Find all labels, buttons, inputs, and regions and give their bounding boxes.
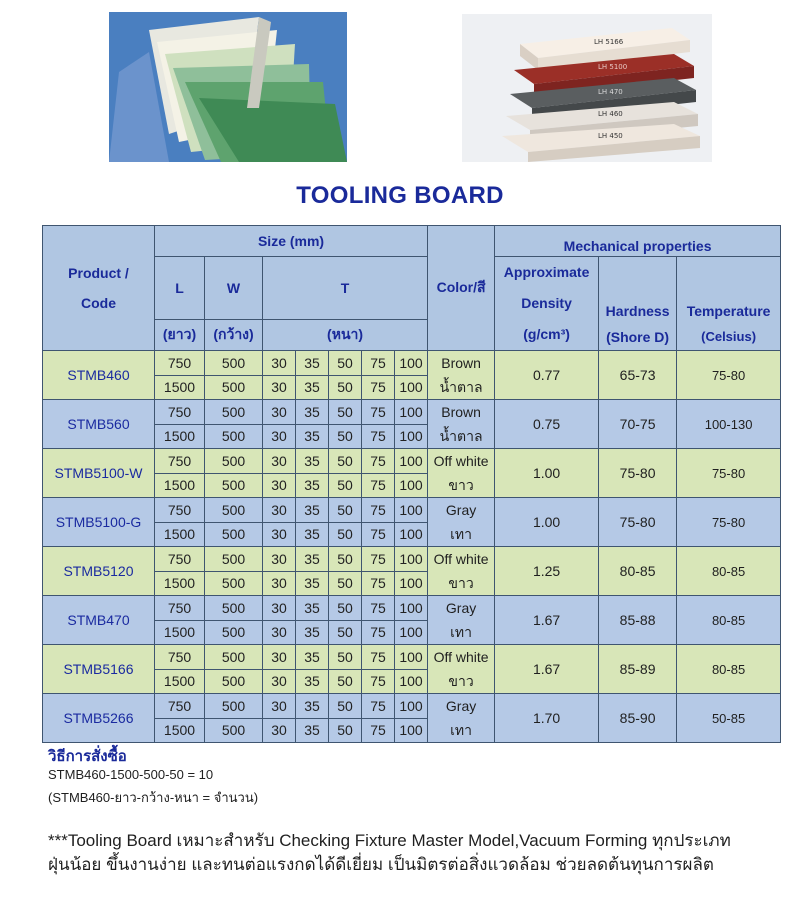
thickness-value: 35 xyxy=(296,375,329,400)
thickness-value: 35 xyxy=(296,620,329,645)
length-value: 1500 xyxy=(155,375,205,400)
table-row xyxy=(43,596,781,621)
header-density-line3: (g/cm³) xyxy=(523,326,570,342)
table-row xyxy=(43,449,781,474)
thickness-value: 30 xyxy=(263,547,296,572)
thickness-value: 100 xyxy=(395,645,428,670)
temperature-value: 75-80 xyxy=(677,449,781,498)
thickness-value: 100 xyxy=(395,718,428,743)
order-example: STMB460-1500-500-50 = 10 xyxy=(48,767,214,782)
thickness-value: 75 xyxy=(362,449,395,474)
color-english: Gray xyxy=(445,600,477,616)
thickness-value: 100 xyxy=(395,522,428,547)
color-cell xyxy=(428,400,495,449)
thickness-value: 75 xyxy=(362,351,395,376)
page-title: TOOLING BOARD xyxy=(296,182,504,209)
thickness-value: 75 xyxy=(362,571,395,596)
header-mechanical-properties: Mechanical properties xyxy=(495,226,781,257)
board-label-450: LH 450 xyxy=(598,132,623,140)
fanned-boards-illustration xyxy=(109,12,347,162)
temperature-value: 75-80 xyxy=(677,498,781,547)
width-value: 500 xyxy=(205,473,263,498)
thickness-value: 50 xyxy=(329,718,362,743)
header-length: L xyxy=(155,257,205,320)
color-thai: น้ำตาล xyxy=(439,379,483,395)
header-length-thai: (ยาว) xyxy=(155,320,205,351)
color-cell xyxy=(428,596,495,645)
thickness-value: 50 xyxy=(329,547,362,572)
length-value: 750 xyxy=(155,400,205,425)
width-value: 500 xyxy=(205,375,263,400)
product-code: STMB5266 xyxy=(43,694,155,743)
density-value: 1.25 xyxy=(495,547,599,596)
thickness-value: 100 xyxy=(395,473,428,498)
hardness-value: 70-75 xyxy=(599,400,677,449)
thickness-value: 30 xyxy=(263,424,296,449)
thickness-value: 75 xyxy=(362,522,395,547)
thickness-value: 50 xyxy=(329,596,362,621)
hardness-value: 65-73 xyxy=(599,351,677,400)
header-size: Size (mm) xyxy=(155,226,428,257)
thickness-value: 50 xyxy=(329,645,362,670)
header-temperature-line1: Temperature xyxy=(686,302,771,319)
header-code-label: Code xyxy=(81,295,116,311)
color-english: Gray xyxy=(445,698,477,714)
thickness-value: 50 xyxy=(329,498,362,523)
width-value: 500 xyxy=(205,449,263,474)
thickness-value: 30 xyxy=(263,596,296,621)
product-code: STMB470 xyxy=(43,596,155,645)
header-density-line1: Approximate xyxy=(503,264,590,280)
temperature-value: 80-85 xyxy=(677,596,781,645)
product-photo-fanned-boards xyxy=(109,12,347,162)
density-value: 1.67 xyxy=(495,645,599,694)
width-value: 500 xyxy=(205,424,263,449)
thickness-value: 50 xyxy=(329,351,362,376)
color-cell xyxy=(428,498,495,547)
thickness-value: 35 xyxy=(296,669,329,694)
product-code: STMB460 xyxy=(43,351,155,400)
length-value: 750 xyxy=(155,449,205,474)
thickness-value: 35 xyxy=(296,400,329,425)
thickness-value: 50 xyxy=(329,620,362,645)
length-value: 750 xyxy=(155,547,205,572)
header-thickness: T xyxy=(263,257,428,320)
thickness-value: 35 xyxy=(296,424,329,449)
width-value: 500 xyxy=(205,522,263,547)
density-value: 1.00 xyxy=(495,498,599,547)
thickness-value: 50 xyxy=(329,424,362,449)
thickness-value: 35 xyxy=(296,473,329,498)
density-value: 0.77 xyxy=(495,351,599,400)
temperature-value: 80-85 xyxy=(677,547,781,596)
color-thai: น้ำตาล xyxy=(439,428,483,444)
width-value: 500 xyxy=(205,694,263,719)
header-color: Color/สี xyxy=(428,226,495,351)
width-value: 500 xyxy=(205,620,263,645)
density-value: 1.00 xyxy=(495,449,599,498)
width-value: 500 xyxy=(205,718,263,743)
thickness-value: 35 xyxy=(296,596,329,621)
length-value: 750 xyxy=(155,645,205,670)
header-product-label: Product / xyxy=(68,265,129,281)
thickness-value: 50 xyxy=(329,473,362,498)
length-value: 1500 xyxy=(155,424,205,449)
color-thai: ขาว xyxy=(448,673,474,689)
color-english: Gray xyxy=(445,502,477,518)
thickness-value: 30 xyxy=(263,375,296,400)
thickness-value: 100 xyxy=(395,547,428,572)
length-value: 1500 xyxy=(155,473,205,498)
thickness-value: 100 xyxy=(395,694,428,719)
header-hardness-line1: Hardness xyxy=(605,302,670,319)
density-value: 1.70 xyxy=(495,694,599,743)
thickness-value: 50 xyxy=(329,400,362,425)
thickness-value: 75 xyxy=(362,669,395,694)
tooling-board-spec-table xyxy=(42,225,781,743)
header-width: W xyxy=(205,257,263,320)
length-value: 750 xyxy=(155,694,205,719)
thickness-value: 30 xyxy=(263,522,296,547)
product-code: STMB5120 xyxy=(43,547,155,596)
thickness-value: 100 xyxy=(395,375,428,400)
header-hardness xyxy=(599,257,677,351)
temperature-value: 100-130 xyxy=(677,400,781,449)
length-value: 1500 xyxy=(155,669,205,694)
temperature-value: 75-80 xyxy=(677,351,781,400)
stacked-boards-illustration xyxy=(462,14,712,162)
thickness-value: 30 xyxy=(263,351,296,376)
thickness-value: 100 xyxy=(395,620,428,645)
board-label-5100: LH 5100 xyxy=(598,63,628,71)
color-english: Brown xyxy=(441,355,481,371)
length-value: 1500 xyxy=(155,718,205,743)
header-width-thai: (กว้าง) xyxy=(205,320,263,351)
thickness-value: 30 xyxy=(263,620,296,645)
width-value: 500 xyxy=(205,596,263,621)
hardness-value: 85-90 xyxy=(599,694,677,743)
color-english: Off white xyxy=(433,551,489,567)
temperature-value: 80-85 xyxy=(677,645,781,694)
table-row xyxy=(43,498,781,523)
thickness-value: 35 xyxy=(296,571,329,596)
table-row xyxy=(43,351,781,376)
thickness-value: 75 xyxy=(362,375,395,400)
thickness-value: 100 xyxy=(395,449,428,474)
color-thai: เทา xyxy=(450,526,473,542)
hardness-value: 85-89 xyxy=(599,645,677,694)
thickness-value: 100 xyxy=(395,424,428,449)
product-code: STMB5166 xyxy=(43,645,155,694)
thickness-value: 75 xyxy=(362,498,395,523)
header-density-line2: Density xyxy=(521,295,572,311)
hardness-value: 85-88 xyxy=(599,596,677,645)
board-label-5166: LH 5166 xyxy=(594,38,624,46)
color-cell xyxy=(428,645,495,694)
width-value: 500 xyxy=(205,547,263,572)
thickness-value: 30 xyxy=(263,571,296,596)
thickness-value: 30 xyxy=(263,718,296,743)
thickness-value: 30 xyxy=(263,473,296,498)
thickness-value: 50 xyxy=(329,669,362,694)
thickness-value: 50 xyxy=(329,375,362,400)
color-cell xyxy=(428,547,495,596)
product-photo-stacked-boards xyxy=(462,14,712,162)
width-value: 500 xyxy=(205,351,263,376)
thickness-value: 100 xyxy=(395,351,428,376)
thickness-value: 35 xyxy=(296,718,329,743)
color-english: Brown xyxy=(441,404,481,420)
board-label-460: LH 460 xyxy=(598,110,623,118)
thickness-value: 75 xyxy=(362,645,395,670)
thickness-value: 35 xyxy=(296,547,329,572)
thickness-value: 35 xyxy=(296,645,329,670)
thickness-value: 35 xyxy=(296,522,329,547)
width-value: 500 xyxy=(205,498,263,523)
thickness-value: 75 xyxy=(362,596,395,621)
length-value: 750 xyxy=(155,351,205,376)
thickness-value: 35 xyxy=(296,694,329,719)
thickness-value: 50 xyxy=(329,571,362,596)
hardness-value: 75-80 xyxy=(599,498,677,547)
thickness-value: 100 xyxy=(395,400,428,425)
thickness-value: 75 xyxy=(362,694,395,719)
thickness-value: 35 xyxy=(296,449,329,474)
length-value: 1500 xyxy=(155,620,205,645)
color-thai: เทา xyxy=(450,624,473,640)
width-value: 500 xyxy=(205,400,263,425)
color-cell xyxy=(428,694,495,743)
color-cell xyxy=(428,351,495,400)
length-value: 750 xyxy=(155,498,205,523)
thickness-value: 75 xyxy=(362,620,395,645)
product-code: STMB560 xyxy=(43,400,155,449)
header-temperature-line2: (Celsius) xyxy=(701,328,757,344)
order-format: (STMB460-ยาว-กว้าง-หนา = จำนวน) xyxy=(48,790,259,805)
thickness-value: 30 xyxy=(263,449,296,474)
note-line-1: ***Tooling Board เหมาะสำหรับ Checking Fixture Master Model,Vacuum Forming ทุกประเภท xyxy=(48,831,731,850)
thickness-value: 35 xyxy=(296,498,329,523)
color-cell xyxy=(428,449,495,498)
thickness-value: 100 xyxy=(395,571,428,596)
product-code: STMB5100-W xyxy=(43,449,155,498)
header-hardness-line2: (Shore D) xyxy=(606,328,670,345)
density-value: 1.67 xyxy=(495,596,599,645)
thickness-value: 50 xyxy=(329,694,362,719)
thickness-value: 75 xyxy=(362,424,395,449)
table-row xyxy=(43,400,781,425)
color-thai: ขาว xyxy=(448,477,474,493)
board-label-470: LH 470 xyxy=(598,88,623,96)
thickness-value: 50 xyxy=(329,522,362,547)
hardness-value: 80-85 xyxy=(599,547,677,596)
thickness-value: 30 xyxy=(263,498,296,523)
thickness-value: 100 xyxy=(395,596,428,621)
product-code: STMB5100-G xyxy=(43,498,155,547)
thickness-value: 75 xyxy=(362,473,395,498)
order-method-title: วิธีการสั่งซื้อ xyxy=(48,748,127,765)
length-value: 1500 xyxy=(155,522,205,547)
thickness-value: 30 xyxy=(263,400,296,425)
thickness-value: 30 xyxy=(263,669,296,694)
color-english: Off white xyxy=(433,649,489,665)
color-thai: ขาว xyxy=(448,575,474,591)
header-thickness-thai: (หนา) xyxy=(263,320,428,351)
table-row xyxy=(43,547,781,572)
length-value: 750 xyxy=(155,596,205,621)
thickness-value: 35 xyxy=(296,351,329,376)
table-body xyxy=(43,351,781,743)
thickness-value: 75 xyxy=(362,547,395,572)
thickness-value: 75 xyxy=(362,718,395,743)
width-value: 500 xyxy=(205,571,263,596)
header-product-code xyxy=(43,226,155,351)
thickness-value: 30 xyxy=(263,645,296,670)
thickness-value: 75 xyxy=(362,400,395,425)
density-value: 0.75 xyxy=(495,400,599,449)
thickness-value: 100 xyxy=(395,498,428,523)
table-row xyxy=(43,694,781,719)
hardness-value: 75-80 xyxy=(599,449,677,498)
color-english: Off white xyxy=(433,453,489,469)
thickness-value: 30 xyxy=(263,694,296,719)
color-thai: เทา xyxy=(450,722,473,738)
temperature-value: 50-85 xyxy=(677,694,781,743)
header-density xyxy=(495,257,599,351)
note-line-2: ฝุ่นน้อย ขึ้นงานง่าย และทนต่อแรงกดได้ดีเยี่ยม เป็นมิตรต่อสิ่งแวดล้อม ช่วยลดต้นทุนการผลิต xyxy=(48,855,714,874)
width-value: 500 xyxy=(205,669,263,694)
header-temperature xyxy=(677,257,781,351)
length-value: 1500 xyxy=(155,571,205,596)
thickness-value: 100 xyxy=(395,669,428,694)
width-value: 500 xyxy=(205,645,263,670)
thickness-value: 50 xyxy=(329,449,362,474)
table-row xyxy=(43,645,781,670)
